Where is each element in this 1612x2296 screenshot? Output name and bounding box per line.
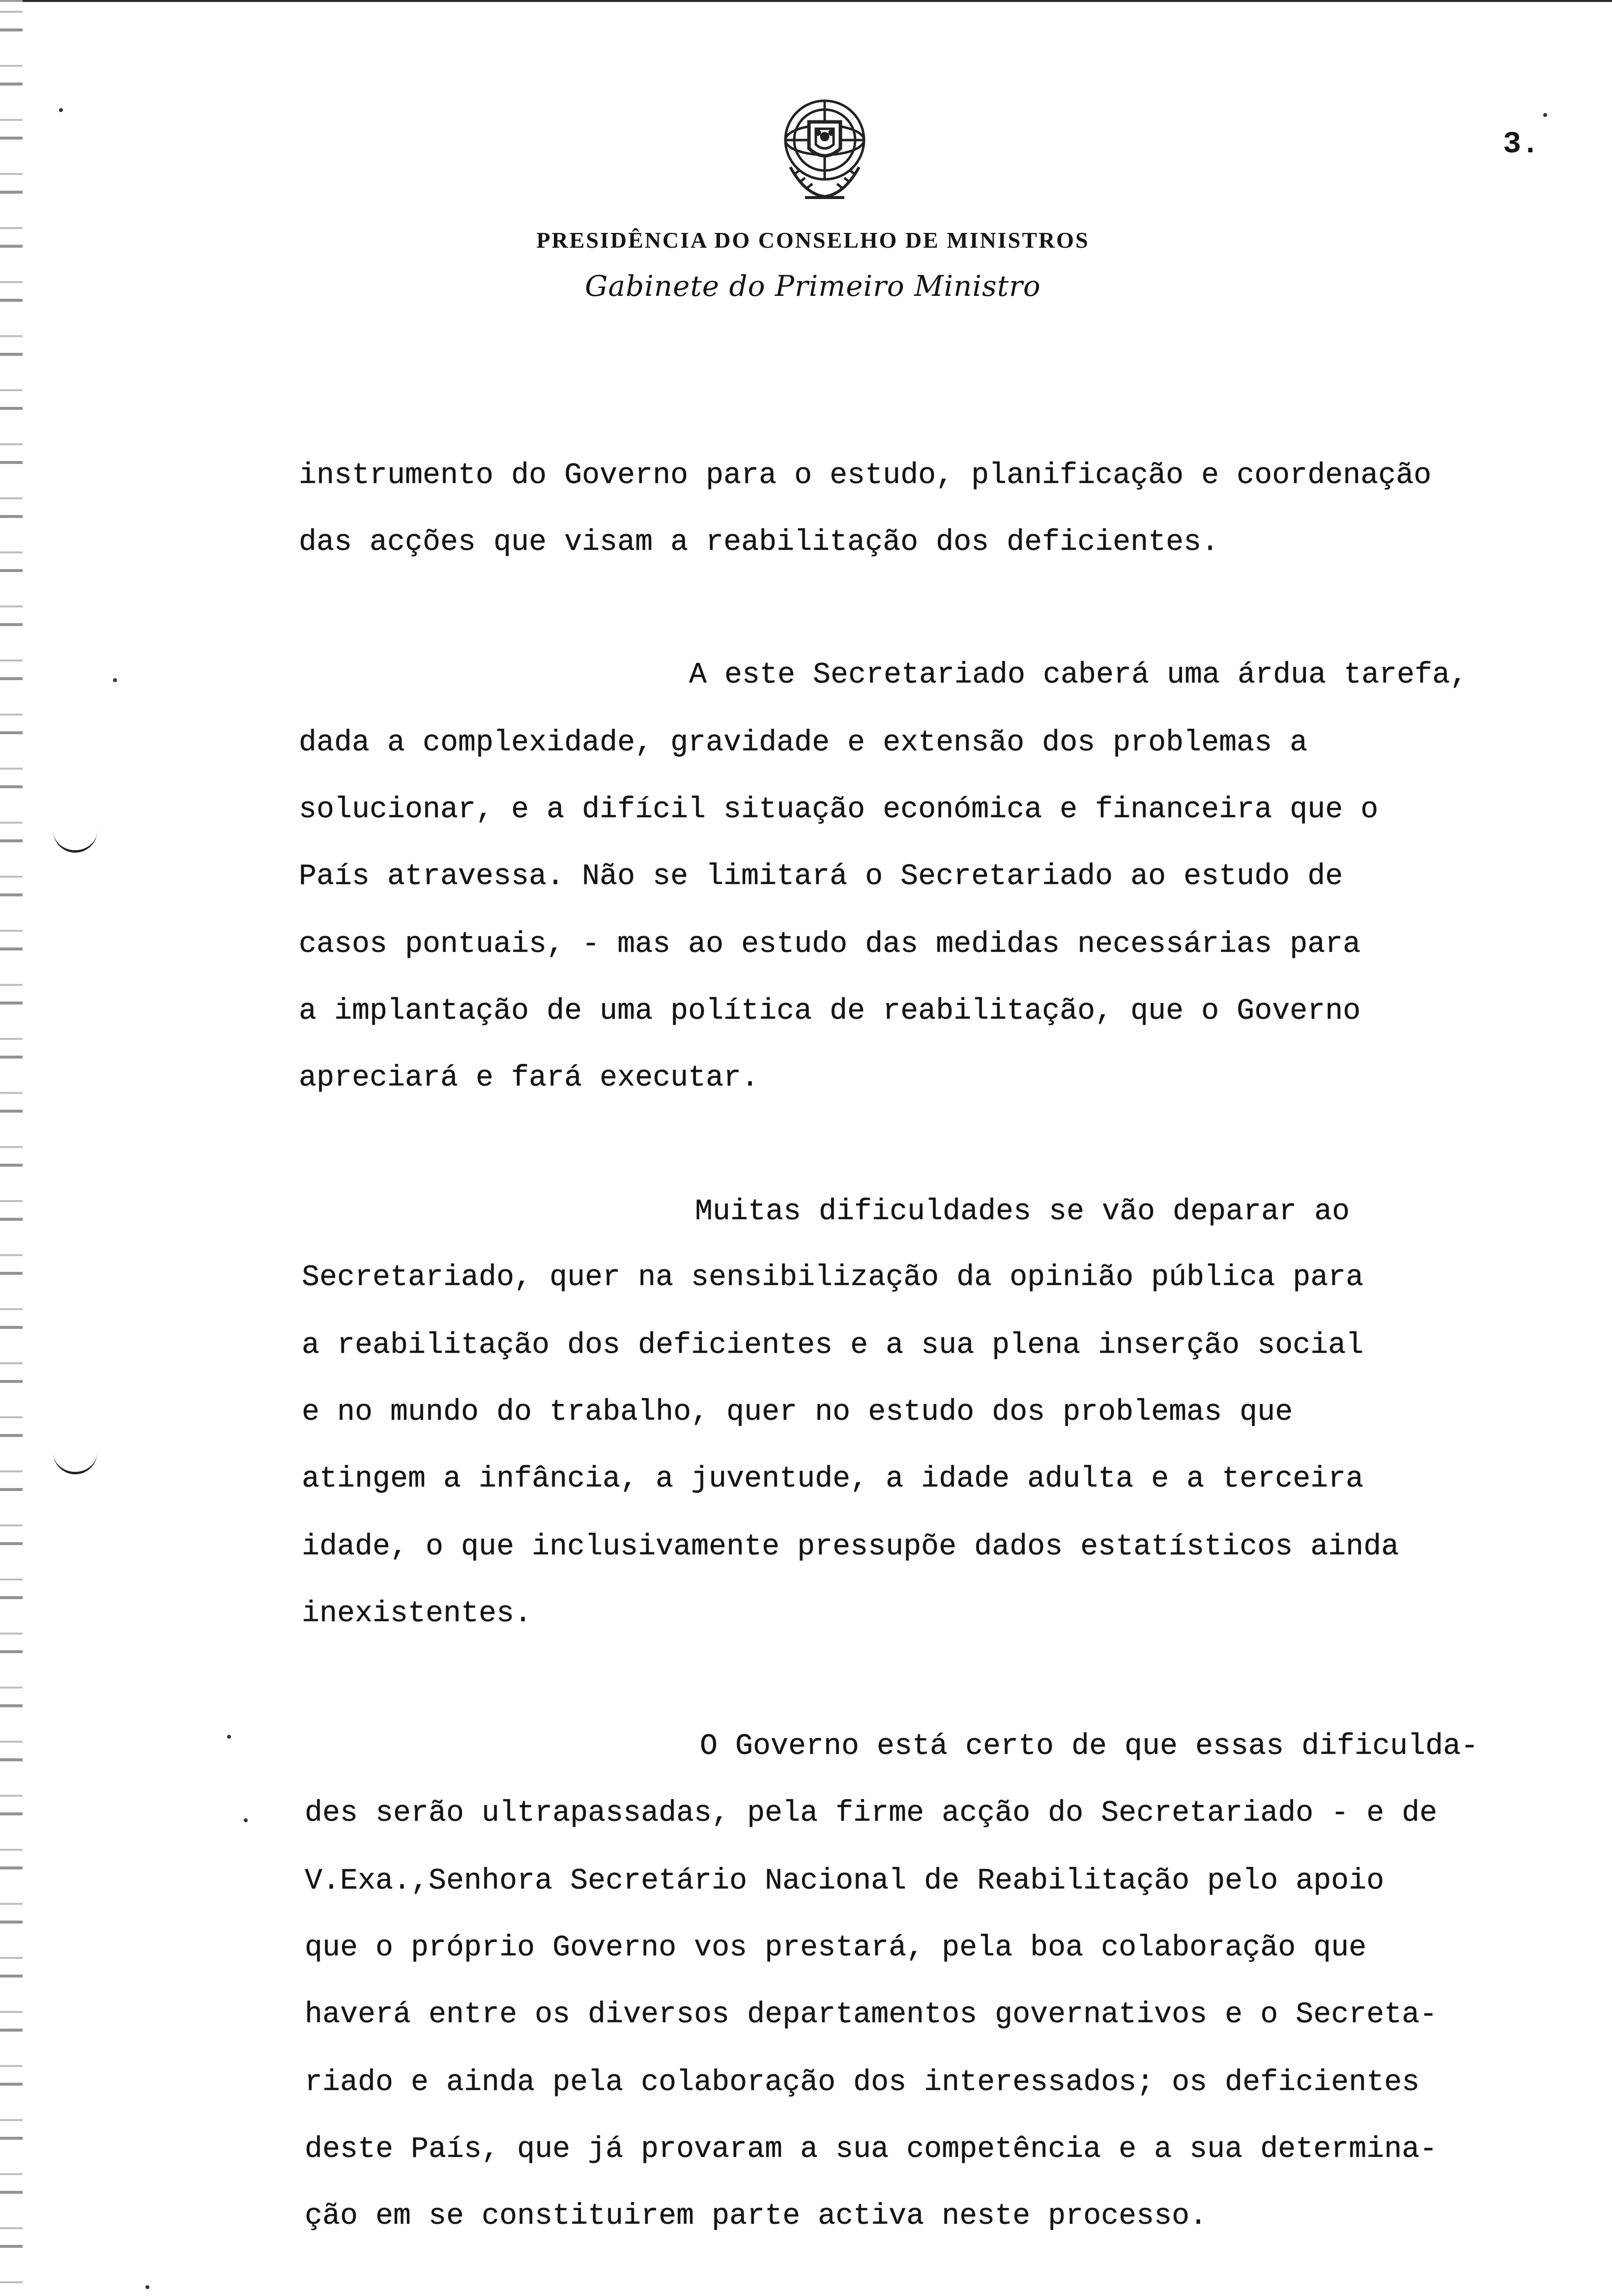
text-line: deste País, que já provaram a sua competência e a sua determina- bbox=[305, 2133, 1438, 2166]
text-line: riado e ainda pela colaboração dos interessados; os deficientes bbox=[305, 2066, 1420, 2099]
text-line: e no mundo do trabalho, quer no estudo dos problemas que bbox=[302, 1396, 1293, 1429]
text-line: des serão ultrapassadas, pela firme acção do Secretariado - e de bbox=[305, 1797, 1438, 1830]
text-line: atingem a infância, a juventude, a idade adulta e a terceira bbox=[302, 1463, 1364, 1496]
text-line: instrumento do Governo para o estudo, planificação e coordenação bbox=[299, 459, 1432, 492]
text-line: que o próprio Governo vos prestará, pela boa colaboração que bbox=[305, 1931, 1367, 1965]
letterhead-title: PRESIDÊNCIA DO CONSELHO DE MINISTROS bbox=[536, 228, 1090, 253]
text-line: dada a complexidade, gravidade e extensão dos problemas a bbox=[299, 726, 1308, 760]
page-number: 3. bbox=[1503, 127, 1540, 162]
text-line: das acções que visam a reabilitação dos deficientes. bbox=[299, 526, 1219, 559]
scan-speck bbox=[59, 108, 63, 112]
text-line: O Governo está certo de que essas dificulda- bbox=[700, 1730, 1479, 1763]
text-line: A este Secretariado caberá uma árdua tarefa, bbox=[689, 659, 1468, 692]
text-line: idade, o que inclusivamente pressupõe dados estatísticos ainda bbox=[302, 1530, 1399, 1564]
text-line: solucionar, e a difícil situação económica e financeira que o bbox=[299, 793, 1379, 827]
scan-speck bbox=[113, 678, 117, 682]
text-line: haverá entre os diversos departamentos governativos e o Secreta- bbox=[305, 1998, 1438, 2032]
text-line: apreciará e fará executar. bbox=[299, 1062, 759, 1095]
text-line: Muitas dificuldades se vão deparar ao bbox=[695, 1195, 1350, 1229]
text-line: ção em se constituirem parte activa neste processo. bbox=[305, 2200, 1208, 2233]
scan-speck bbox=[1543, 113, 1547, 117]
text-line: a implantação de uma política de reabilitação, que o Governo bbox=[299, 995, 1361, 1028]
text-line: a reabilitação dos deficientes e a sua plena inserção social bbox=[302, 1329, 1364, 1362]
text-line: casos pontuais, - mas ao estudo das medidas necessárias para bbox=[299, 928, 1361, 961]
letterhead-subtitle: Gabinete do Primeiro Ministro bbox=[585, 269, 1041, 303]
scan-speck bbox=[244, 1818, 248, 1822]
text-line: inexistentes. bbox=[302, 1597, 532, 1631]
text-line: País atravessa. Não se limitará o Secretariado ao estudo de bbox=[299, 860, 1343, 893]
text-line: V.Exa.,Senhora Secretário Nacional de Reabilitação pelo apoio bbox=[305, 1865, 1384, 1898]
scan-speck bbox=[227, 1735, 231, 1739]
scan-speck bbox=[145, 2285, 149, 2289]
text-line: Secretariado, quer na sensibilização da opinião pública para bbox=[302, 1261, 1364, 1294]
